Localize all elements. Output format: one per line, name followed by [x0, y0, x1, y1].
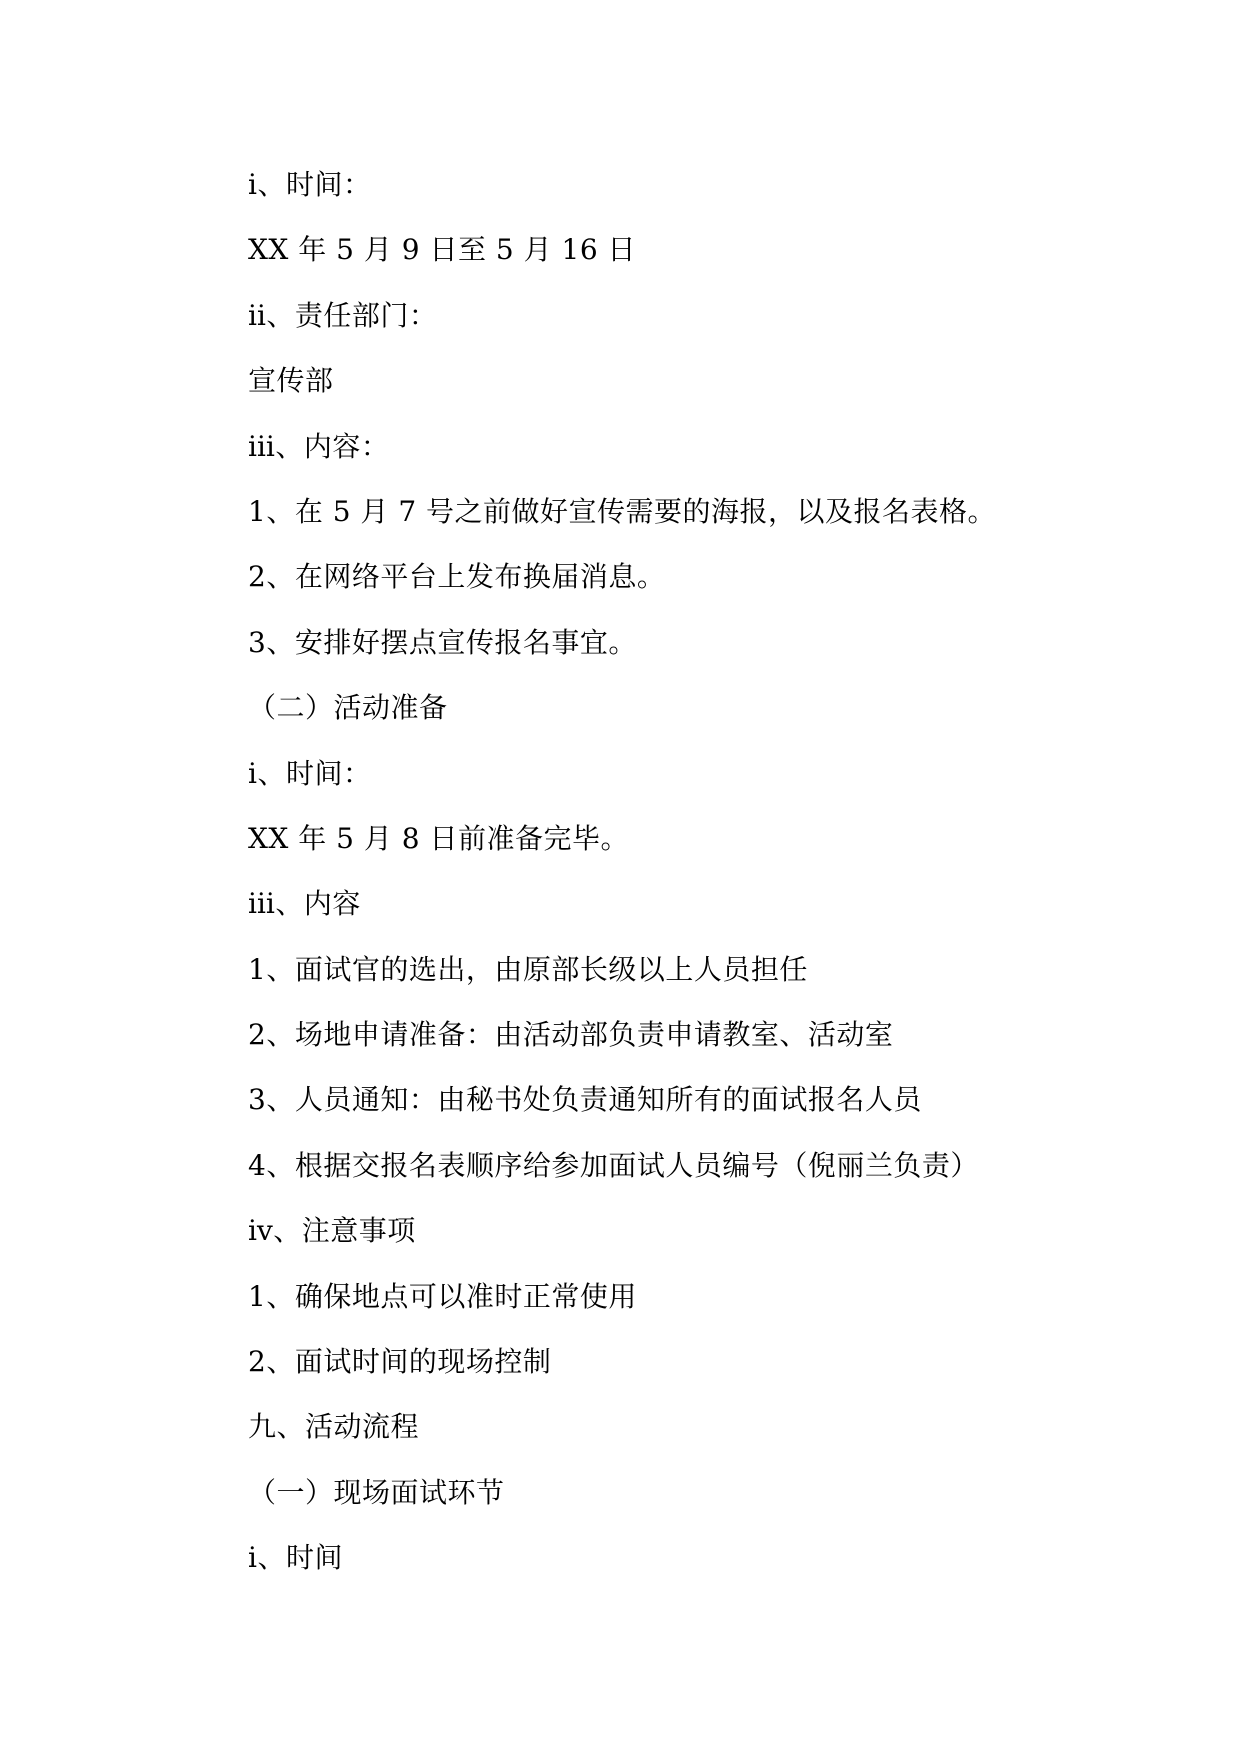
line-publicity-dept: 宣传部: [248, 364, 334, 398]
line-prep-deadline: XX 年 5 月 8 日前准备完毕。: [248, 821, 629, 855]
line-time-heading-3: ⅰ、时间: [248, 1541, 343, 1575]
line-item-online-notice: 2、在网络平台上发布换届消息。: [248, 560, 666, 594]
line-item-numbering: 4、根据交报名表顺序给参加面试人员编号（倪丽兰负责）: [248, 1148, 979, 1182]
line-date-range: XX 年 5 月 9 日至 5 月 16 日: [248, 233, 637, 267]
line-item-booth: 3、安排好摆点宣传报名事宜。: [248, 625, 637, 659]
line-time-heading-2: ⅰ、时间：: [248, 756, 372, 790]
line-section-preparation: （二）活动准备: [248, 691, 448, 725]
line-time-heading: ⅰ、时间：: [248, 168, 372, 201]
line-item-posters: 1、在 5 月 7 号之前做好宣传需要的海报，以及报名表格。: [248, 494, 997, 528]
line-note-venue: 1、确保地点可以准时正常使用: [248, 1279, 637, 1313]
line-responsible-dept-heading: ⅱ、责任部门：: [248, 298, 438, 332]
line-subsection-interview: （一）现场面试环节: [248, 1475, 505, 1509]
line-content-heading-2: ⅲ、内容: [248, 887, 361, 921]
line-section-process: 九、活动流程: [248, 1410, 420, 1444]
line-item-venue: 2、场地申请准备：由活动部负责申请教室、活动室: [248, 1018, 894, 1052]
line-item-notification: 3、人员通知：由秘书处负责通知所有的面试报名人员: [248, 1083, 922, 1117]
line-note-time-control: 2、面试时间的现场控制: [248, 1345, 552, 1379]
line-notes-heading: ⅳ、注意事项: [248, 1214, 416, 1248]
document-body: [248, 152, 1008, 1591]
line-item-interviewers: 1、面试官的选出，由原部长级以上人员担任: [248, 952, 808, 986]
line-content-heading: ⅲ、内容：: [248, 429, 390, 463]
